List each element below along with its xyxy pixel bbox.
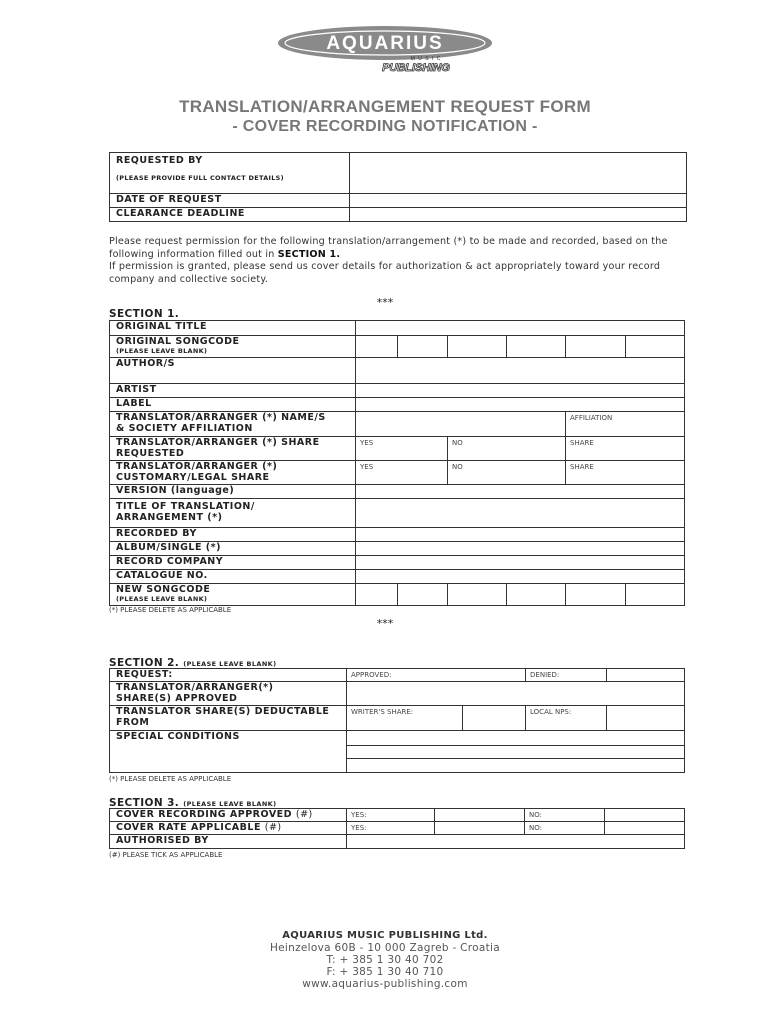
- logo-publishing-text: PUBLISHING: [382, 62, 450, 74]
- request-label: REQUEST:: [110, 669, 347, 682]
- recorded-by-label: RECORDED BY: [110, 528, 356, 542]
- new-songcode-box[interactable]: [398, 584, 448, 606]
- writers-share-box[interactable]: [463, 706, 526, 731]
- form-title: TRANSLATION/ARRANGEMENT REQUEST FORM: [179, 97, 591, 116]
- shares-approved-label: TRANSLATOR/ARRANGER(*) SHARE(S) APPROVED: [110, 682, 347, 706]
- footer-company: AQUARIUS MUSIC PUBLISHING Ltd.: [282, 930, 488, 941]
- label-field[interactable]: [356, 398, 685, 412]
- cover-rate-yes[interactable]: YES:: [347, 822, 435, 835]
- new-songcode-box[interactable]: [626, 584, 685, 606]
- cover-approved-no[interactable]: NO:: [525, 809, 605, 822]
- cover-rate-no[interactable]: NO:: [525, 822, 605, 835]
- album-single-field[interactable]: [356, 542, 685, 556]
- denied-box[interactable]: [607, 669, 685, 682]
- separator-stars: ***: [376, 617, 394, 630]
- cover-rate-label: COVER RATE APPLICABLE (#): [110, 822, 347, 835]
- logo-music-text: M U S I C: [410, 56, 442, 62]
- catalogue-no-label: CATALOGUE NO.: [110, 570, 356, 584]
- section3-heading: SECTION 3. (PLEASE LEAVE BLANK): [109, 797, 277, 809]
- section3-note: (#) PLEASE TICK AS APPLICABLE: [109, 851, 223, 859]
- songcode-box[interactable]: [356, 336, 398, 358]
- denied-field[interactable]: DENIED:: [526, 669, 607, 682]
- title-translation-label: TITLE OF TRANSLATION/ ARRANGEMENT (*): [110, 499, 356, 528]
- new-songcode-label: NEW SONGCODE (PLEASE LEAVE BLANK): [110, 584, 356, 606]
- date-of-request-label: DATE OF REQUEST: [110, 194, 350, 208]
- authorised-by-field[interactable]: [347, 835, 685, 849]
- cover-rate-yes-box[interactable]: [435, 822, 525, 835]
- shares-approved-field[interactable]: [347, 682, 685, 706]
- date-of-request-field[interactable]: [350, 194, 687, 208]
- footer-phone: T: + 385 1 30 40 702: [326, 954, 444, 966]
- version-field[interactable]: [356, 485, 685, 499]
- share-requested-no[interactable]: NO: [448, 437, 566, 461]
- share-requested-share[interactable]: SHARE: [566, 437, 685, 461]
- writers-share-field[interactable]: WRITER'S SHARE:: [347, 706, 463, 731]
- special-conditions-line[interactable]: [347, 746, 685, 759]
- customary-share-label: TRANSLATOR/ARRANGER (*) CUSTOMARY/LEGAL SHARE: [110, 461, 356, 485]
- record-company-field[interactable]: [356, 556, 685, 570]
- songcode-box[interactable]: [507, 336, 566, 358]
- original-songcode-label: ORIGINAL SONGCODE (PLEASE LEAVE BLANK): [110, 336, 356, 358]
- songcode-box[interactable]: [448, 336, 507, 358]
- section1-heading: SECTION 1.: [109, 308, 180, 320]
- section3-table: [109, 808, 685, 849]
- recorded-by-field[interactable]: [356, 528, 685, 542]
- translator-name-field[interactable]: [356, 412, 566, 437]
- authors-field[interactable]: [356, 358, 685, 384]
- original-title-field[interactable]: [356, 321, 685, 336]
- translator-name-label: TRANSLATOR/ARRANGER (*) NAME/S & SOCIETY AFFILIATION: [110, 412, 356, 437]
- footer-address: Heinzelova 60B - 10 000 Zagreb - Croatia: [269, 942, 501, 954]
- share-requested-yes[interactable]: YES: [356, 437, 448, 461]
- customary-share-share[interactable]: SHARE: [566, 461, 685, 485]
- section2-heading: SECTION 2. (PLEASE LEAVE BLANK): [109, 657, 277, 669]
- customary-share-yes[interactable]: YES: [356, 461, 448, 485]
- logo-main-text: AQUARIUS: [326, 33, 444, 54]
- clearance-deadline-field[interactable]: [350, 208, 687, 222]
- cover-approved-yes[interactable]: YES:: [347, 809, 435, 822]
- original-title-label: ORIGINAL TITLE: [110, 321, 356, 336]
- form-subtitle: - COVER RECORDING NOTIFICATION -: [232, 118, 538, 135]
- new-songcode-box[interactable]: [448, 584, 507, 606]
- catalogue-no-field[interactable]: [356, 570, 685, 584]
- footer-fax: F: + 385 1 30 40 710: [326, 966, 444, 978]
- affiliation-field[interactable]: AFFILIATION: [566, 412, 685, 437]
- clearance-deadline-label: CLEARANCE DEADLINE: [110, 208, 350, 222]
- album-single-label: ALBUM/SINGLE (*): [110, 542, 356, 556]
- special-conditions-line[interactable]: [347, 759, 685, 773]
- artist-field[interactable]: [356, 384, 685, 398]
- cover-approved-label: COVER RECORDING APPROVED (#): [110, 809, 347, 822]
- local-nps-field[interactable]: LOCAL NPS:: [526, 706, 607, 731]
- section2-note: (*) PLEASE DELETE AS APPLICABLE: [109, 775, 232, 783]
- version-label: VERSION (language): [110, 485, 356, 499]
- new-songcode-box[interactable]: [566, 584, 626, 606]
- authorised-by-label: AUTHORISED BY: [110, 835, 347, 849]
- special-conditions-label: SPECIAL CONDITIONS: [110, 731, 347, 773]
- cover-approved-no-box[interactable]: [605, 809, 685, 822]
- section1-note: (*) PLEASE DELETE AS APPLICABLE: [109, 606, 232, 614]
- section1-table: [109, 320, 685, 606]
- authors-label: AUTHOR/S: [110, 358, 356, 384]
- record-company-label: RECORD COMPANY: [110, 556, 356, 570]
- separator-stars: ***: [376, 296, 394, 309]
- deductable-label: TRANSLATOR SHARE(S) DEDUCTABLE FROM: [110, 706, 347, 731]
- requested-by-label: REQUESTED BY (PLEASE PROVIDE FULL CONTACT DETAILS): [110, 153, 350, 194]
- aquarius-logo: [276, 24, 494, 74]
- approved-field[interactable]: APPROVED:: [347, 669, 526, 682]
- local-nps-box[interactable]: [607, 706, 685, 731]
- songcode-box[interactable]: [566, 336, 626, 358]
- songcode-box[interactable]: [398, 336, 448, 358]
- contact-note: (PLEASE PROVIDE FULL CONTACT DETAILS): [116, 174, 284, 182]
- artist-label: ARTIST: [110, 384, 356, 398]
- new-songcode-box[interactable]: [356, 584, 398, 606]
- footer: [0, 930, 770, 990]
- intro-text: Please request permission for the following translation/arrangement (*) to be made and recorded, based on the following information filled out in SECTION 1. If permission is granted, please send us cover details for authorization & act appropriately toward your record company and collective society.: [109, 236, 668, 285]
- songcode-box[interactable]: [626, 336, 685, 358]
- footer-website[interactable]: www.aquarius-publishing.com: [302, 978, 468, 990]
- customary-share-no[interactable]: NO: [448, 461, 566, 485]
- requested-by-field[interactable]: [350, 153, 687, 194]
- share-requested-label: TRANSLATOR/ARRANGER (*) SHARE REQUESTED: [110, 437, 356, 461]
- special-conditions-line[interactable]: [347, 731, 685, 746]
- section2-table: [109, 668, 685, 773]
- new-songcode-box[interactable]: [507, 584, 566, 606]
- title-translation-field[interactable]: [356, 499, 685, 528]
- cover-approved-yes-box[interactable]: [435, 809, 525, 822]
- header-table: [109, 152, 687, 222]
- cover-rate-no-box[interactable]: [605, 822, 685, 835]
- label-label: LABEL: [110, 398, 356, 412]
